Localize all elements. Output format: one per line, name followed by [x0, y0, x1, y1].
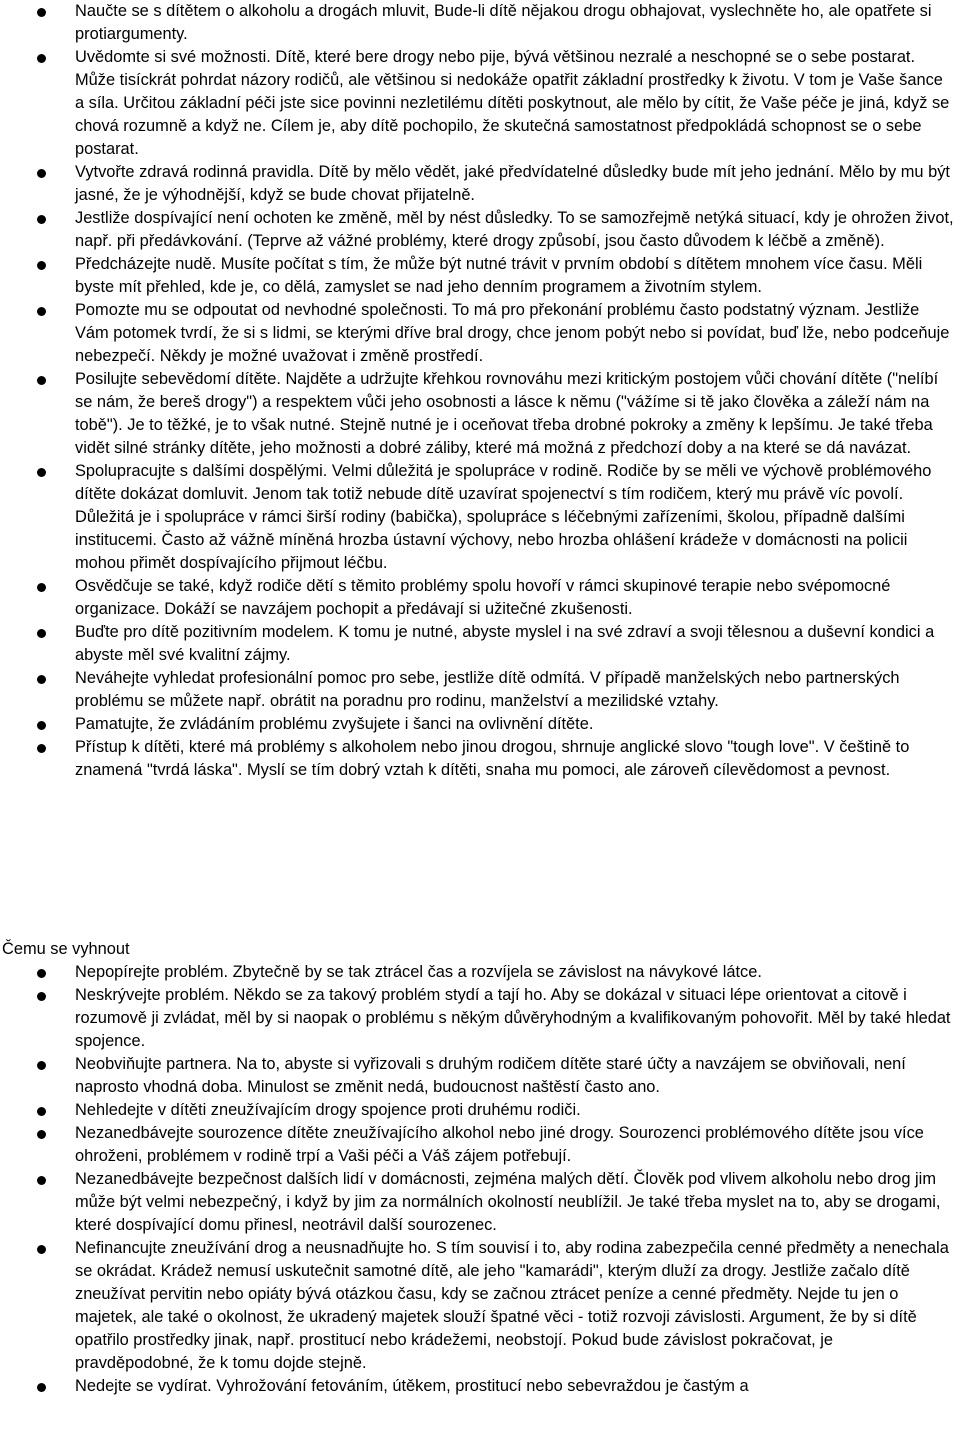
list-item-text: Nezanedbávejte sourozence dítěte zneužívajícího alkohol nebo jiné drogy. Sourozenci problémového dítěte jsou více ohroženi, problémem v rodině trpí a Vaši péči a Váš zájem potřebují.	[75, 1124, 924, 1165]
avoid-list	[0, 961, 960, 1398]
section-heading-avoid: Čemu se vyhnout	[2, 940, 130, 958]
list-item-text: Uvědomte si své možnosti. Dítě, které bere drogy nebo pije, bývá většinou nezralé a neschopné se o sebe postarat. Může tisíckrát pohrdat názory rodičů, ale většinou si nedokáže opatřit základní prostředky k životu. V tom je Vaše šance a síla. Určitou základní péči jste sice povinni nezletilému dítěti poskytnout, ale mělo by cítit, že Vaše péče je jiná, když se chová rozumně a když ne. Cílem je, aby dítě pochopilo, že skutečná samostatnost předpokládá schopnost se o sebe postarat.	[75, 48, 950, 158]
bullet-icon	[37, 1176, 46, 1185]
list-item	[0, 1168, 960, 1237]
list-item-text: Neobviňujte partnera. Na to, abyste si vyřizovali s druhým rodičem dítěte staré účty a navzájem se obviňovali, není naprosto vhodná doba. Minulost se změnit nedá, budoucnost naštěstí často ano.	[75, 1055, 906, 1096]
bullet-icon	[37, 1383, 46, 1392]
list-item	[0, 736, 960, 782]
bullet-icon	[37, 54, 46, 63]
list-item-text: Přístup k dítěti, které má problémy s alkoholem nebo jinou drogou, shrnuje anglické slovo "tough love". V češtině to znamená "tvrdá láska". Myslí se tím dobrý vztah k dítěti, snaha mu pomoci, ale zároveň cílevědomost a pevnost.	[75, 738, 910, 779]
bullet-icon	[37, 629, 46, 638]
list-item	[0, 1053, 960, 1099]
list-item-text: Buďte pro dítě pozitivním modelem. K tomu je nutné, abyste myslel i na své zdraví a svoji tělesnou a duševní kondici a abyste měl své kvalitní zájmy.	[75, 623, 935, 664]
list-item-text: Nehledejte v dítěti zneužívajícím drogy spojence proti druhému rodiči.	[75, 1101, 581, 1119]
bullet-icon	[37, 969, 46, 978]
list-item-text: Neskrývejte problém. Někdo se za takový problém stydí a tají ho. Aby se dokázal v situaci lépe orientovat a citově i rozumově ji zvládat, měl by si naopak o problému s někým důvěryhodným a kvalifikovaným pohovořit. Měl by také hledat spojence.	[75, 986, 951, 1050]
bullet-icon	[37, 583, 46, 592]
list-item	[0, 1375, 960, 1398]
list-item-text: Předcházejte nudě. Musíte počítat s tím, že může být nutné trávit v prvním období s dítětem mnohem více času. Měli byste mít přehled, kde je, co dělá, zamyslet se nad jeho denním programem a životním stylem.	[75, 255, 923, 296]
bullet-icon	[37, 721, 46, 730]
list-item	[0, 299, 960, 368]
bullet-icon	[37, 744, 46, 753]
bullet-icon	[37, 376, 46, 385]
bullet-icon	[37, 1061, 46, 1070]
list-item	[0, 207, 960, 253]
list-item	[0, 621, 960, 667]
bullet-icon	[37, 1245, 46, 1254]
list-item	[0, 1099, 960, 1122]
list-item	[0, 575, 960, 621]
list-item-text: Pamatujte, že zvládáním problému zvyšujete i šanci na ovlivnění dítěte.	[75, 715, 594, 733]
list-item	[0, 667, 960, 713]
list-item	[0, 713, 960, 736]
list-item	[0, 0, 960, 46]
bullet-icon	[37, 169, 46, 178]
list-item	[0, 1237, 960, 1375]
list-item	[0, 961, 960, 984]
bullet-icon	[37, 261, 46, 270]
list-item-text: Nepopírejte problém. Zbytečně by se tak ztrácel čas a rozvíjela se závislost na návykové látce.	[75, 963, 762, 981]
list-item	[0, 984, 960, 1053]
bullet-icon	[37, 675, 46, 684]
list-item-text: Posilujte sebevědomí dítěte. Najděte a udržujte křehkou rovnováhu mezi kritickým postojem vůči chování dítěte ("nelíbí se nám, že bereš drogy") a respektem vůči jeho osobnosti a lásce k němu ("vážíme si tě jako člověka a záleží nám na tobě"). Je to těžké, je to však nutné. Stejně nutné je i oceňovat třeba drobné pokroky a změny k lepšímu. Je také třeba vidět silné stránky dítěte, jeho možnosti a dobré záliby, které má možná z předchozí doby a na které se dá navázat.	[75, 370, 939, 457]
list-item	[0, 161, 960, 207]
list-item-text: Naučte se s dítětem o alkoholu a drogách mluvit, Bude-li dítě nějakou drogu obhajovat, vyslechněte ho, ale opatřete si protiargumenty.	[75, 2, 932, 43]
list-item-text: Nedejte se vydírat. Vyhrožování fetováním, útěkem, prostitucí nebo sebevraždou je častým a	[75, 1377, 749, 1395]
list-item	[0, 253, 960, 299]
list-item	[0, 460, 960, 575]
bullet-icon	[37, 215, 46, 224]
list-item-text: Nefinancujte zneužívání drog a neusnadňujte ho. S tím souvisí i to, aby rodina zabezpečila cenné předměty a nenechala se okrádat. Krádež nemusí uskutečnit samotné dítě, ale jeho "kamarádi", kterým dluží za drogy. Jestliže začalo dítě zneužívat pervitin nebo opiáty bývá otázkou času, kdy se začnou ztrácet peníze a cenné předměty. Nejde tu jen o majetek, ale také o okolnost, že ukradený majetek slouží špatné věci - totiž rozvoji závislosti. Argument, že by si dítě opatřilo prostředky jinak, např. prostitucí nebo krádežemi, neobstojí. Pokud bude závislost pokračovat, je pravděpodobné, že k tomu dojde stejně.	[75, 1239, 949, 1372]
list-item-text: Pomozte mu se odpoutat od nevhodné společnosti. To má pro překonání problému často podstatný význam. Jestliže Vám potomek tvrdí, že si s lidmi, se kterými dříve bral drogy, chce jenom pobýt nebo si povídat, buď lže, nebo podceňuje nebezpečí. Někdy je možné uvažovat i změně prostředí.	[75, 301, 950, 365]
bullet-icon	[37, 1130, 46, 1139]
list-item-text: Vytvořte zdravá rodinná pravidla. Dítě by mělo vědět, jaké předvídatelné důsledky bude mít jeho jednání. Mělo by mu být jasné, že je výhodnější, když se bude chovat přijatelně.	[75, 163, 950, 204]
list-item-text: Neváhejte vyhledat profesionální pomoc pro sebe, jestliže dítě odmítá. V případě manželských nebo partnerských problému se můžete např. obrátit na poradnu pro rodinu, manželství a mezilidské vztahy.	[75, 669, 900, 710]
bullet-icon	[37, 307, 46, 316]
bullet-icon	[37, 468, 46, 477]
bullet-icon	[37, 8, 46, 17]
list-item-text: Spolupracujte s dalšími dospělými. Velmi důležitá je spolupráce v rodině. Rodiče by se měli ve výchově problémového dítěte dokázat domluvit. Jenom tak totiž nebude dítě uzavírat spojenectví s tím rodičem, který mu právě víc povolí. Důležitá je i spolupráce v rámci širší rodiny (babička), spolupráce s léčebnými zařízeními, školou, případně dalšími institucemi. Často až vážně míněná hrozba ústavní výchovy, nebo hrozba ohlášení krádeže v domácnosti na policii mohou přimět dospívajícího přijmout léčbu.	[75, 462, 932, 572]
list-item	[0, 1122, 960, 1168]
list-item-text: Jestliže dospívající není ochoten ke změně, měl by nést důsledky. To se samozřejmě netýká situací, kdy je ohrožen život, např. při předávkování. (Teprve až vážné problémy, které drogy způsobí, jsou často důvodem k léčbě a změně).	[75, 209, 954, 250]
list-item-text: Osvědčuje se také, když rodiče dětí s těmito problémy spolu hovoří v rámci skupinové terapie nebo svépomocné organizace. Dokáží se navzájem pochopit a předávají si užitečné zkušenosti.	[75, 577, 891, 618]
list-item-text: Nezanedbávejte bezpečnost dalších lidí v domácnosti, zejména malých dětí. Člověk pod vlivem alkoholu nebo drog jim může být velmi nebezpečný, i když by jim za normálních okolností neublížil. Je také třeba myslet na to, aby se drogami, které dospívající domu přinesl, neotrávil další sourozenec.	[75, 1170, 941, 1234]
bullet-icon	[37, 1107, 46, 1116]
list-item	[0, 46, 960, 161]
list-item	[0, 368, 960, 460]
bullet-icon	[37, 992, 46, 1001]
